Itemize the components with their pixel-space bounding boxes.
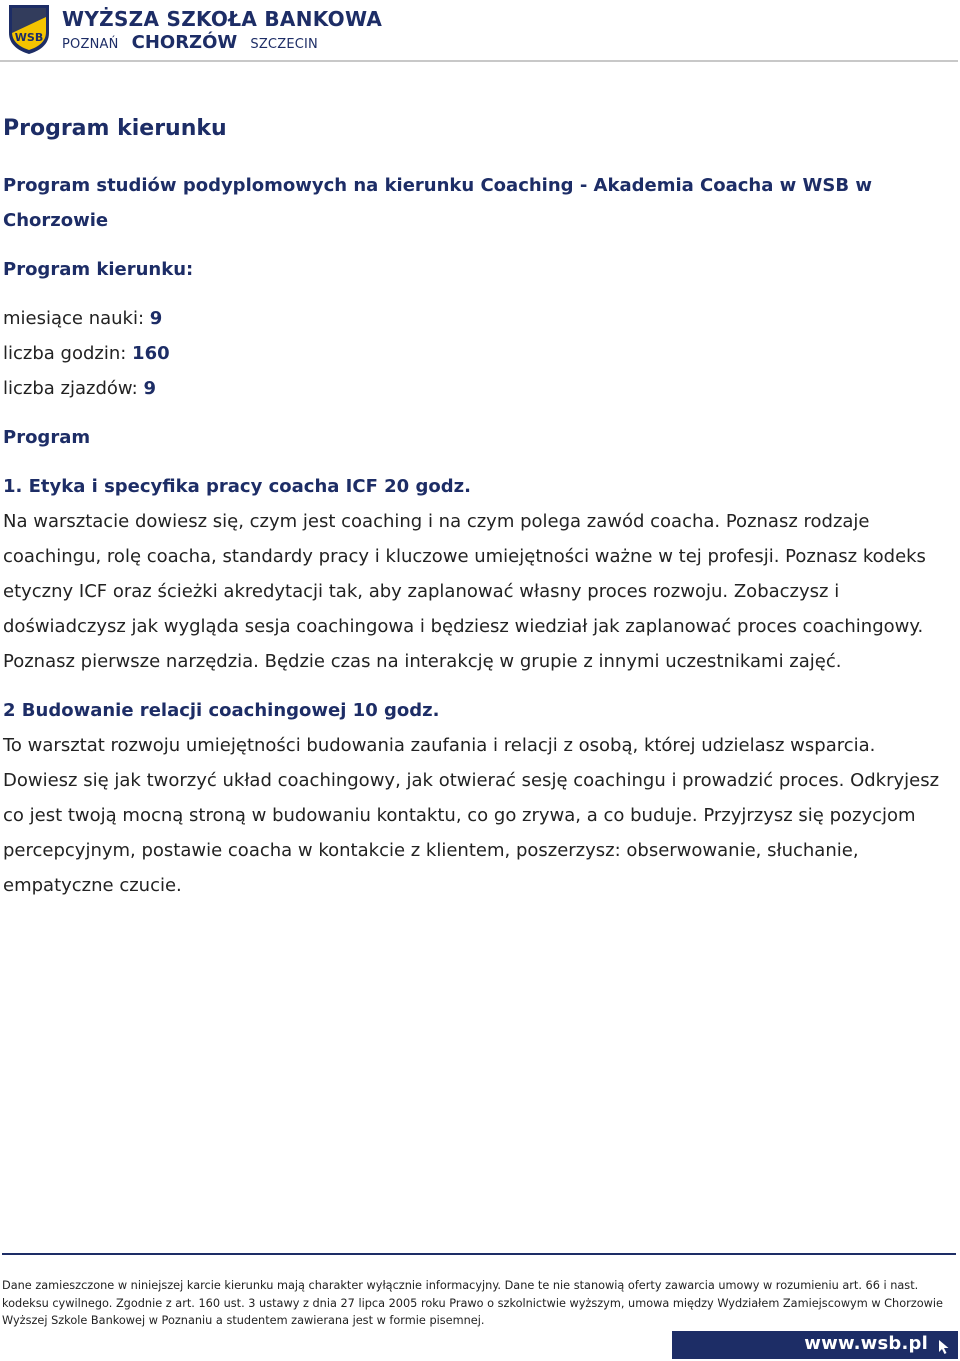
page-subtitle: Program studiów podyplomowych na kierunku Coaching - Akademia Coacha w WSB w Chorzowie (3, 175, 872, 231)
program-heading: Program kierunku: (3, 259, 194, 280)
module-description: To warsztat rozwoju umiejętności budowania zaufania i relacji z osobą, której udzielasz wsparcia. Dowiesz się jak tworzyć układ coachingowy, jak otwierać sesję coachingu i prowadzić proces. Odkryjesz co jest twoją mocną stroną w budowaniu kontaktu, co go zrywa, a co buduje. Przyjrzysz się pozycjom percepcyjnym, postawie coacha w kontakcie z klientem, poszerzysz: obserwowanie, słuchanie, empatyczne czucie. (3, 735, 940, 896)
svg-text:WSB: WSB (14, 31, 44, 44)
module-description: Na warsztacie dowiesz się, czym jest coaching i na czym polega zawód coacha. Poznasz rodzaje coachingu, rolę coacha, standardy pracy i kluczowe umiejętności ważne w tej profesji. Poznasz kodeks etyczny ICF oraz ścieżki akredytacji tak, aby zaplanować własny proces rozwoju. Zobaczysz i doświadczysz jak wygląda sesja coachingowa i będziesz wiedział jak zaplanować proces coachingowy. Poznasz pierwsze narzędzia. Będzie czas na interakcję w grupie z innymi uczestnikami zajęć. (3, 511, 926, 672)
stat-value: 160 (132, 343, 170, 364)
footer-divider (2, 1253, 956, 1255)
brand-cities (62, 32, 318, 53)
header-divider (0, 60, 958, 62)
stat-label: liczba zjazdów: (3, 378, 138, 399)
disclaimer-line: Dane zamieszczone w niniejszej karcie kierunku mają charakter wyłącznie informacyjny. Dane te nie stanowią oferty zawarcia umowy w rozumieniu art. 66 i nast. (2, 1279, 919, 1292)
main-content (3, 112, 953, 903)
program-label: Program (3, 427, 91, 448)
page-header (0, 0, 960, 62)
footer-disclaimer (2, 1277, 958, 1330)
city-chorzow: CHORZÓW (131, 32, 238, 53)
page-title: Program kierunku (3, 116, 227, 141)
brand-name: WYŻSZA SZKOŁA BANKOWA (62, 7, 383, 31)
stat-value: 9 (143, 378, 156, 399)
stat-months (3, 301, 953, 336)
cursor-icon (938, 1339, 950, 1355)
stat-hours (3, 336, 953, 371)
module-heading: 2 Budowanie relacji coachingowej 10 godz. (3, 700, 440, 721)
stat-label: liczba godzin: (3, 343, 127, 364)
city-szczecin: SZCZECIN (250, 37, 318, 52)
disclaimer-line: Wyższej Szkole Bankowej w Poznaniu a studentem zawierana jest w formie pisemnej. (2, 1314, 485, 1327)
disclaimer-line: kodeksu cywilnego. Zgodnie z art. 160 ust. 3 ustawy z dnia 27 lipca 2005 roku Prawo o szkolnictwie wyższym, umowa między Wydziałem Zamiejscowym w Chorzowie (2, 1296, 943, 1310)
module-heading: 1. Etyka i specyfika pracy coacha ICF 20 godz. (3, 476, 471, 497)
stat-label: miesiące nauki: (3, 308, 145, 329)
stat-value: 9 (149, 308, 163, 329)
website-url[interactable]: www.wsb.pl (804, 1333, 928, 1354)
wsb-logo-icon (6, 3, 52, 55)
stat-sessions (3, 371, 953, 406)
website-link-bar[interactable] (672, 1331, 958, 1359)
city-poznan: POZNAŃ (62, 37, 119, 52)
